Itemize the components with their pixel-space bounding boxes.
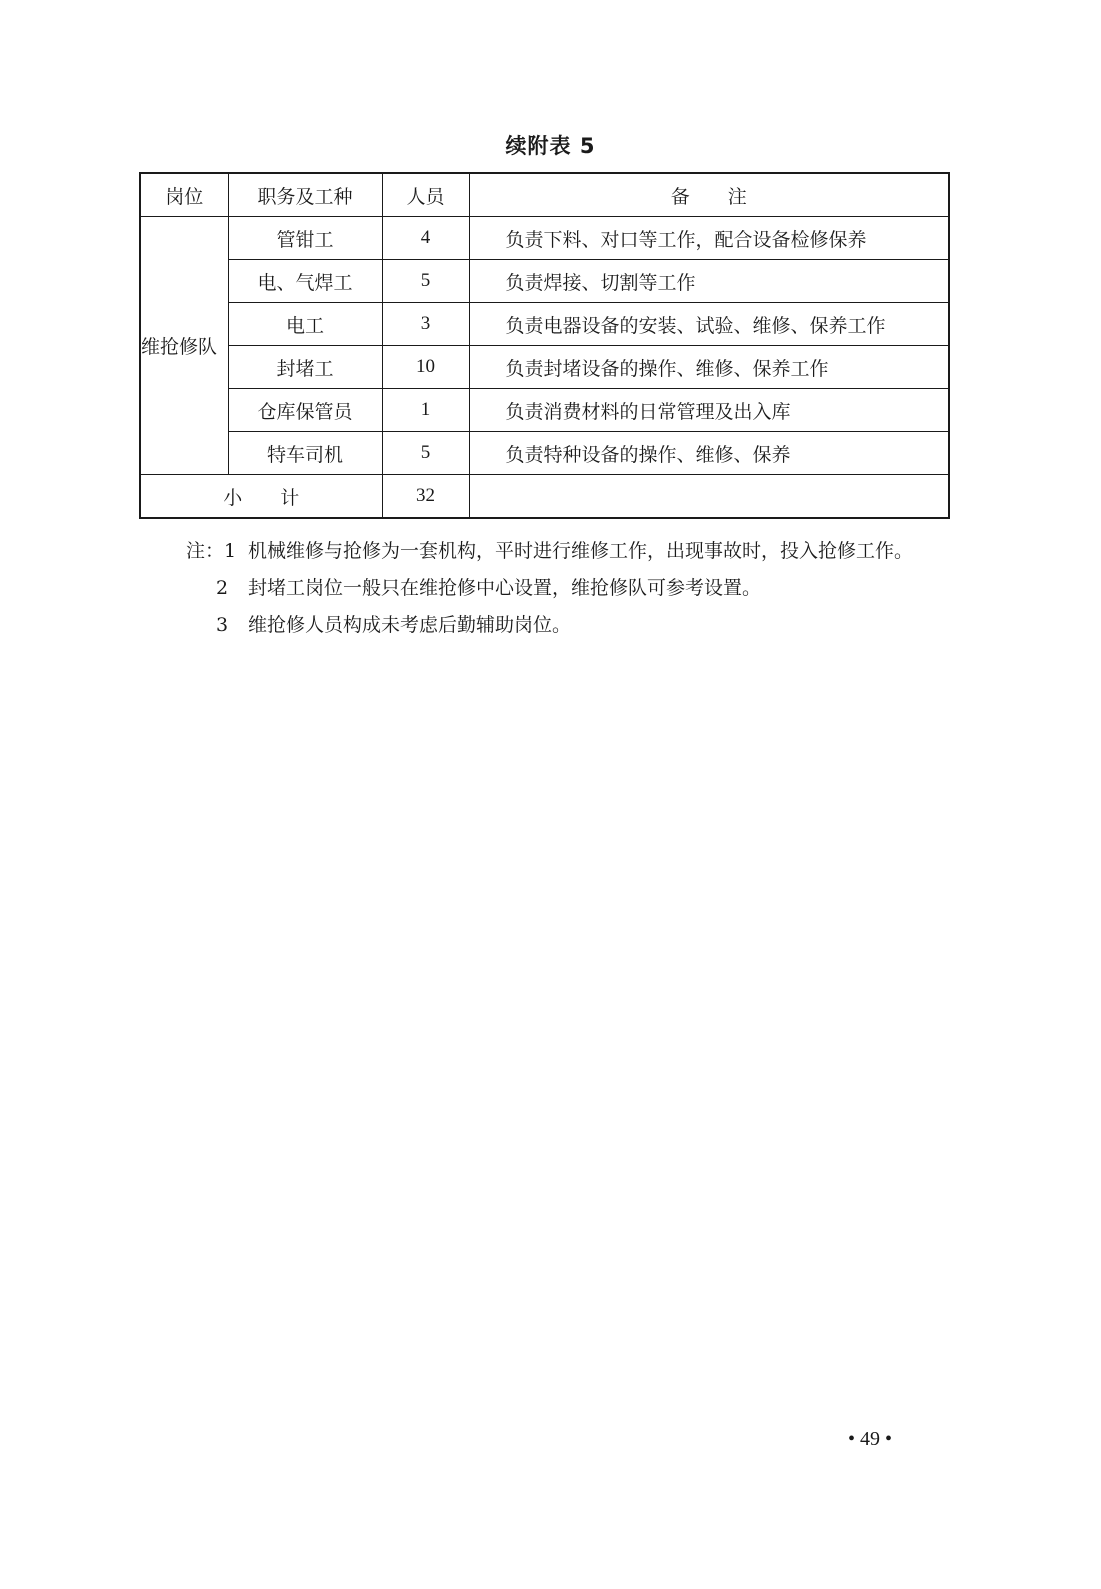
remark-cell: 负责电器设备的安装、试验、维修、保养工作 — [469, 303, 949, 346]
notes-section — [186, 535, 956, 646]
note-item — [186, 535, 956, 568]
count-cell: 3 — [382, 303, 469, 346]
table-row — [140, 432, 949, 475]
header-position: 岗位 — [140, 173, 228, 217]
note-text: 机械维修与抢修为一套机构，平时进行维修工作，出现事故时，投入抢修工作。 — [248, 540, 914, 562]
note-text: 封堵工岗位一般只在维抢修中心设置，维抢修队可参考设置。 — [248, 577, 762, 599]
remark-cell: 负责封堵设备的操作、维修、保养工作 — [469, 346, 949, 389]
table-row — [140, 389, 949, 432]
remark-cell: 负责下料、对口等工作，配合设备检修保养 — [469, 217, 949, 260]
position-group-label: 维抢修队 — [140, 217, 228, 475]
note-item — [186, 609, 956, 642]
staff-table — [139, 172, 950, 519]
remark-cell: 负责特种设备的操作、维修、保养 — [469, 432, 949, 475]
job-cell: 封堵工 — [228, 346, 382, 389]
count-cell: 1 — [382, 389, 469, 432]
remark-cell: 负责焊接、切割等工作 — [469, 260, 949, 303]
job-cell: 仓库保管员 — [228, 389, 382, 432]
note-prefix: 注：1 — [186, 540, 237, 562]
subtotal-row — [140, 475, 949, 519]
note-number: 2 — [216, 577, 229, 599]
subtotal-count: 32 — [382, 475, 469, 519]
subtotal-label: 小 计 — [140, 475, 382, 519]
subtotal-remark — [469, 475, 949, 519]
job-cell: 电工 — [228, 303, 382, 346]
header-count: 人员 — [382, 173, 469, 217]
count-cell: 5 — [382, 260, 469, 303]
remark-cell: 负责消费材料的日常管理及出入库 — [469, 389, 949, 432]
note-item — [186, 572, 956, 605]
table-row — [140, 217, 949, 260]
table-header-row — [140, 173, 949, 217]
count-cell: 10 — [382, 346, 469, 389]
job-cell: 电、气焊工 — [228, 260, 382, 303]
note-number: 3 — [216, 614, 229, 636]
header-job: 职务及工种 — [228, 173, 382, 217]
table-row — [140, 260, 949, 303]
job-cell: 管钳工 — [228, 217, 382, 260]
count-cell: 4 — [382, 217, 469, 260]
table-row — [140, 303, 949, 346]
table-row — [140, 346, 949, 389]
table-title: 续附表 5 — [505, 134, 596, 158]
job-cell: 特车司机 — [228, 432, 382, 475]
count-cell: 5 — [382, 432, 469, 475]
page-number: • 49 • — [848, 1428, 893, 1450]
note-text: 维抢修人员构成未考虑后勤辅助岗位。 — [248, 614, 572, 636]
header-remark: 备 注 — [469, 173, 949, 217]
